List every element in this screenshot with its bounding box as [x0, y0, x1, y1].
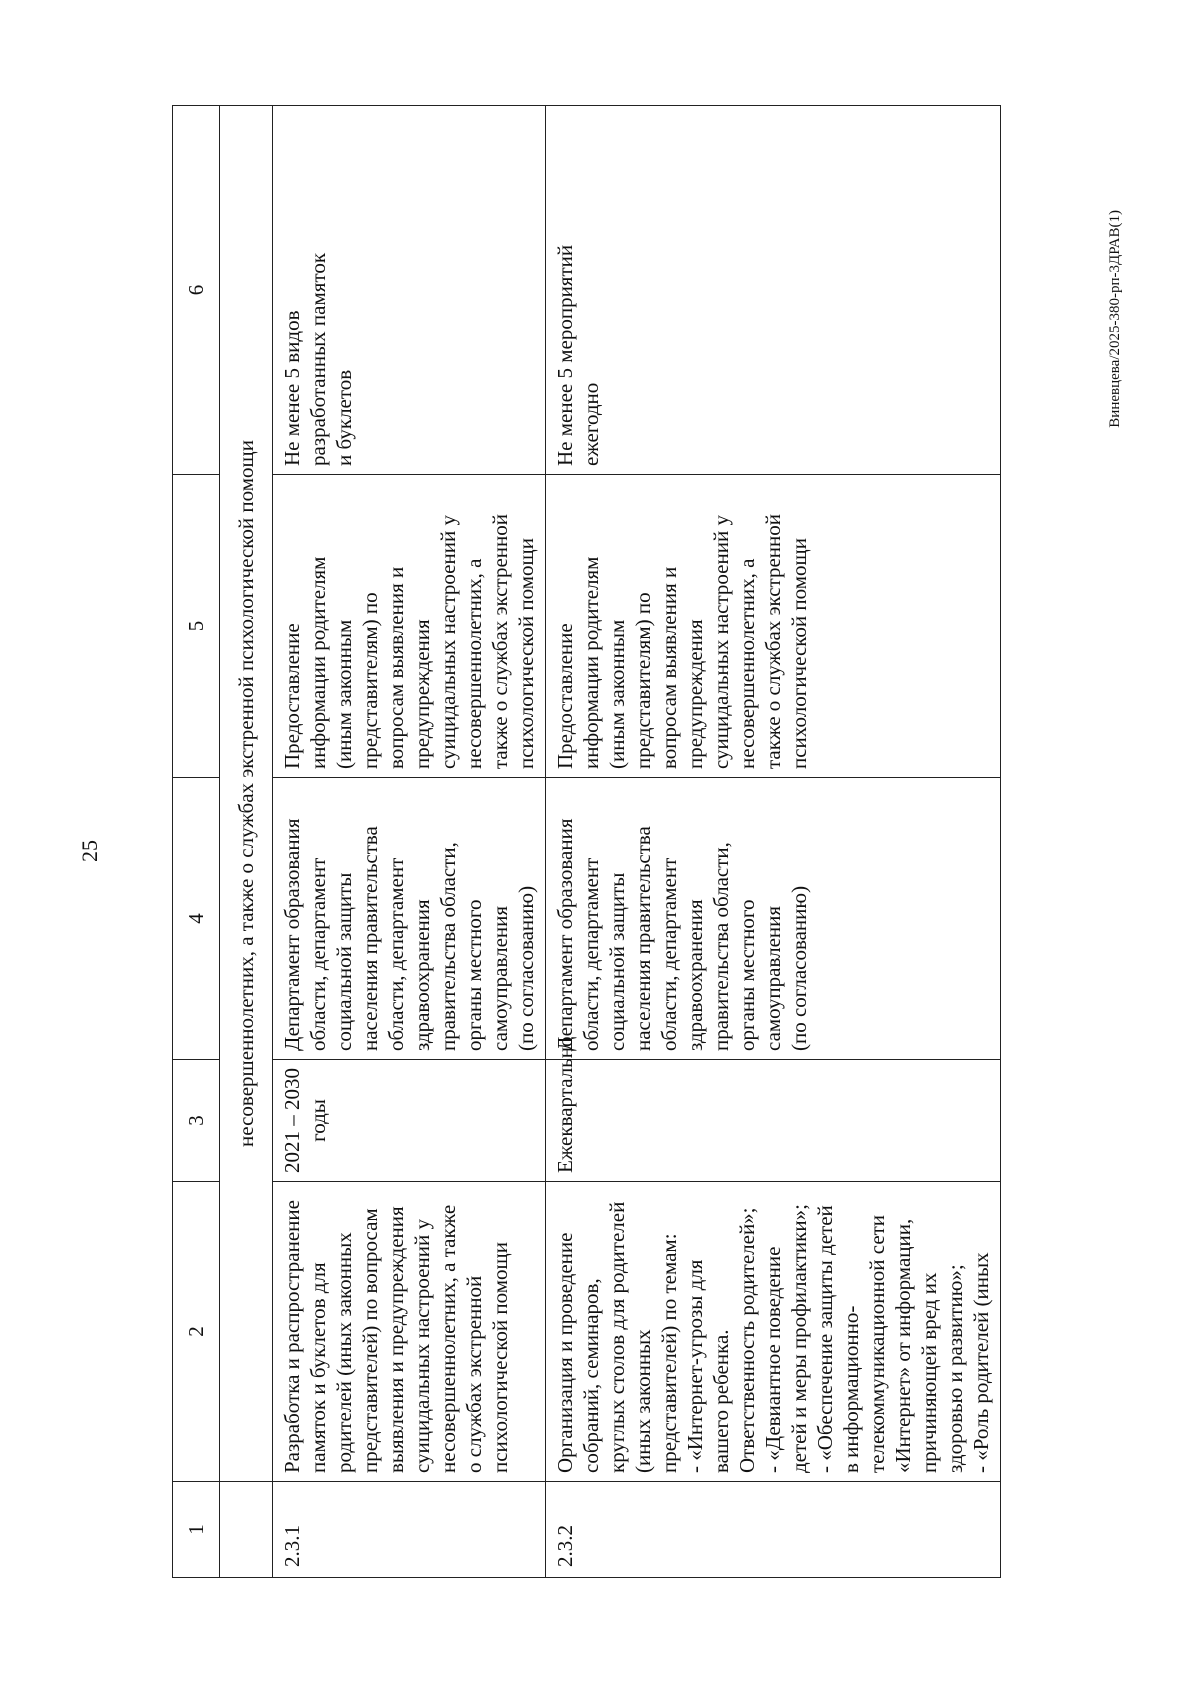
header-row: [173, 106, 220, 1578]
text-line: телекоммуникационной сети: [865, 1214, 889, 1473]
text-line: социальной защиты: [605, 872, 629, 1051]
text-line: также о службах экстренной: [488, 513, 512, 769]
text-line: психологической помощи: [514, 538, 538, 769]
measure-executors: [273, 778, 546, 1060]
text-line: области, департамент: [657, 857, 681, 1051]
text-line: представителям) по: [631, 592, 655, 769]
text-line: - «Обеспечение защиты детей: [813, 1205, 837, 1473]
text-line: Организация и проведение: [553, 1232, 577, 1473]
text-line: суицидальных настроений у: [410, 1219, 434, 1473]
section-heading: несовершеннолетних, а также о службах экстренной психологической помощи: [220, 106, 273, 1482]
measure-description: [546, 1182, 1001, 1482]
text-line: Ответственность родителей»;: [735, 1207, 759, 1473]
text-line: памяток и буклетов для: [306, 1262, 330, 1473]
text-line: круглых столов для родителей: [605, 1201, 629, 1473]
text-line: психологической помощи: [488, 1242, 512, 1473]
text-line: также о службах экстренной: [761, 513, 785, 769]
text-line: вопросам выявления и: [657, 566, 681, 769]
section-heading-row: [220, 106, 273, 1578]
text-line: самоуправления: [488, 905, 512, 1051]
text-line: Предоставление: [553, 623, 577, 769]
document-code-text: Виневцева/2025-380-рп-3ДРАВ(1): [1107, 210, 1123, 428]
text-line: суицидальных настроений у: [709, 515, 733, 769]
header-col-1: 1: [173, 1482, 220, 1578]
table-row: [546, 106, 1001, 1578]
text-line: области, департамент: [384, 857, 408, 1051]
measure-result: [546, 475, 1001, 778]
text-line: ежегодно: [579, 382, 603, 466]
page-number: 25: [77, 840, 102, 862]
text-line: Не менее 5 мероприятий: [553, 244, 577, 466]
measure-term: [546, 1036, 1001, 1182]
header-col-4: 4: [173, 778, 220, 1060]
text-line: несовершеннолетних, а: [735, 558, 759, 769]
text-line: правительства области,: [709, 842, 733, 1051]
text-line: предупреждения: [683, 619, 707, 769]
measures-table: [172, 105, 1001, 1578]
text-line: правительства области,: [436, 842, 460, 1051]
header-col-3: 3: [173, 1060, 220, 1182]
header-col-6: 6: [173, 106, 220, 475]
table-row: [273, 106, 546, 1578]
measure-description: [273, 1182, 546, 1482]
text-line: населения правительства: [358, 826, 382, 1051]
text-line: Ежеквартально: [553, 1036, 577, 1173]
text-line: родителей (иных законных: [332, 1232, 356, 1473]
text-line: информации родителям: [306, 556, 330, 769]
text-line: вашего ребенка.: [709, 1329, 733, 1473]
text-line: и буклетов: [332, 369, 356, 466]
text-line: психологической помощи: [787, 538, 811, 769]
text-line: Не менее 5 видов: [280, 310, 304, 466]
section-heading-spacer: [220, 1482, 273, 1578]
row-number: 2.3.2: [546, 1482, 1001, 1578]
text-line: собраний, семинаров,: [579, 1278, 603, 1473]
text-line: Департамент образования: [280, 818, 304, 1051]
text-line: Разработка и распространение: [280, 1200, 304, 1473]
measure-indicator: [273, 106, 546, 475]
rotated-table-sheet: [172, 106, 1084, 1578]
text-line: (иных законных: [631, 1329, 655, 1473]
text-line: «Интернет» от информации,: [891, 1218, 915, 1473]
text-line: (иным законным: [332, 619, 356, 769]
text-line: несовершеннолетних, а также: [436, 1204, 460, 1473]
text-line: суицидальных настроений у: [436, 515, 460, 769]
measure-term: [273, 1060, 546, 1182]
text-line: 2021 – 2030: [280, 1068, 304, 1173]
text-line: представителей) по вопросам: [358, 1208, 382, 1473]
text-line: (по согласованию): [787, 885, 811, 1051]
row-number: 2.3.1: [273, 1482, 546, 1578]
text-line: Департамент образования: [553, 818, 577, 1051]
text-line: в информационно-: [839, 1305, 863, 1473]
measure-indicator: [546, 106, 1001, 475]
text-line: самоуправления: [761, 905, 785, 1051]
text-line: - «Девиантное поведение: [761, 1246, 785, 1473]
text-line: информации родителям: [579, 556, 603, 769]
text-line: здравоохранения: [410, 899, 434, 1051]
text-line: представителям) по: [358, 592, 382, 769]
text-line: (иным законным: [605, 619, 629, 769]
text-line: органы местного: [462, 899, 486, 1051]
text-line: социальной защиты: [332, 872, 356, 1051]
header-col-2: 2: [173, 1182, 220, 1482]
text-line: - «Роль родителей (иных: [969, 1252, 993, 1473]
text-line: разработанных памяток: [306, 252, 330, 466]
text-line: выявления и предупреждения: [384, 1206, 408, 1473]
text-line: здравоохранения: [683, 899, 707, 1051]
measure-result: [273, 475, 546, 778]
text-line: органы местного: [735, 899, 759, 1051]
text-line: предупреждения: [410, 619, 434, 769]
text-line: причиняющей вред их: [917, 1272, 941, 1473]
text-line: о службах экстренной: [462, 1275, 486, 1473]
text-line: вопросам выявления и: [384, 566, 408, 769]
measure-executors: [546, 778, 1001, 1060]
text-line: - «Интернет-угрозы для: [683, 1259, 707, 1473]
text-line: (по согласованию): [514, 885, 538, 1051]
text-line: здоровью и развитию»;: [943, 1264, 967, 1473]
text-line: детей и меры профилактики»;: [787, 1204, 811, 1473]
header-col-5: 5: [173, 475, 220, 778]
document-code: [1107, 210, 1127, 428]
text-line: годы: [306, 1099, 330, 1142]
text-line: Предоставление: [280, 623, 304, 769]
text-line: несовершеннолетних, а: [462, 558, 486, 769]
text-line: представителей) по темам:: [657, 1233, 681, 1473]
text-line: области, департамент: [306, 857, 330, 1051]
text-line: населения правительства: [631, 826, 655, 1051]
text-line: области, департамент: [579, 857, 603, 1051]
